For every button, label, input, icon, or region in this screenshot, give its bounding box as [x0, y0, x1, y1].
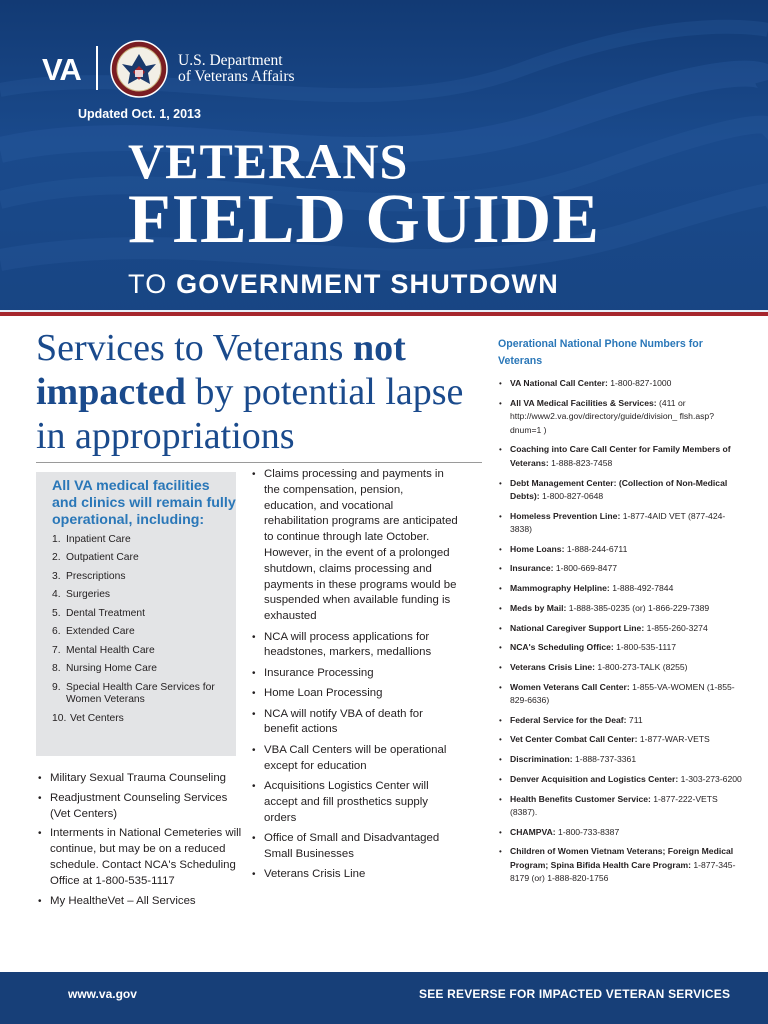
facility-item — [52, 663, 236, 675]
phone-entry-number: 1-303-273-6200 — [678, 773, 742, 784]
facility-item-number: 1. — [52, 534, 61, 545]
phone-entry-number: 1-800-535-1117 — [613, 642, 677, 653]
middle-services-column — [250, 467, 458, 887]
accent-rule — [0, 312, 768, 316]
phone-entry — [498, 661, 742, 674]
service-bullet: • Readjustment Counseling Services (Vet Centers) — [36, 791, 246, 823]
service-bullet: • Home Loan Processing — [250, 686, 458, 702]
phone-numbers-title: Operational National Phone Numbers for Veterans — [498, 338, 703, 367]
phone-entry-number: 1-888-492-7844 — [609, 583, 674, 594]
phone-entry-name: Mammography Helpline: — [510, 583, 610, 594]
phone-entry — [498, 733, 742, 746]
phone-entry-name: Federal Service for the Deaf: — [510, 714, 627, 725]
phone-entry-number: 1-888-737-3361 — [572, 754, 637, 765]
phone-entry-name: Homeless Prevention Line: — [510, 510, 621, 521]
facility-item — [52, 552, 236, 564]
headline: Services to Veterans not impacted by potential lapse in appropriations — [36, 327, 464, 457]
service-bullet: • Veterans Crisis Line — [250, 867, 458, 883]
facility-item — [52, 682, 236, 707]
footer-band — [0, 972, 768, 1024]
phone-entry — [498, 681, 742, 708]
va-logo-text: VA — [42, 52, 81, 87]
phone-entry — [498, 753, 742, 766]
facility-item-number: 4. — [52, 589, 61, 601]
phone-entry-number: 1-855-260-3274 — [644, 622, 708, 633]
phone-entry — [498, 641, 742, 654]
phone-entry-name: Children of Women Vietnam Veterans; Foreign Medical Program; Spina Bifida Health Care Program: — [510, 846, 734, 870]
facility-item — [52, 571, 236, 583]
facility-item — [52, 534, 236, 546]
phone-entry-number: 1-855-VA-WOMEN (1-855-829-6636) — [510, 681, 735, 706]
headline-divider — [36, 462, 482, 463]
phone-entry-name: Debt Management Center: (Collection of Non-Medical Debts): — [510, 477, 728, 501]
phone-entry — [498, 543, 742, 556]
facility-item-number: 7. — [52, 644, 61, 656]
facility-item-label: Special Health Care Services for Women Veterans — [66, 681, 215, 706]
footer-reverse-note: SEE REVERSE FOR IMPACTED VETERAN SERVICES — [419, 987, 731, 1001]
service-bullet: • Acquisitions Logistics Center will accept and fill prosthetics supply orders — [250, 779, 458, 826]
facility-item — [52, 589, 236, 601]
phone-entry-name: VA National Call Center: — [510, 378, 608, 389]
logo-divider — [96, 46, 98, 90]
phone-entry — [498, 793, 742, 820]
facilities-box-title: All VA medical facilities and clinics will remain fully operational, including: — [52, 478, 236, 528]
facility-item-label: Mental Health Care — [66, 644, 155, 656]
phone-entry-name: Meds by Mail: — [510, 602, 567, 613]
phone-entry-number: 1-877-222-VETS (8387). — [510, 793, 718, 817]
phone-entry-number: 1-877-WAR-VETS — [637, 734, 710, 745]
phone-numbers-column — [498, 336, 742, 892]
title-subtitle: TO GOVERNMENT SHUTDOWN — [128, 269, 559, 299]
facility-item-label: Vet Centers — [70, 712, 124, 724]
left-services-column — [36, 771, 246, 913]
facility-item-label: Nursing Home Care — [66, 663, 157, 675]
facility-item-number: 10. — [52, 712, 67, 724]
phone-entry — [498, 510, 742, 537]
title-field-guide: FIELD GUIDE — [128, 181, 600, 258]
phone-entry — [498, 397, 742, 437]
facility-item — [52, 608, 236, 620]
phone-entry — [498, 562, 742, 575]
facility-item — [52, 645, 236, 657]
service-bullet: • Military Sexual Trauma Counseling — [36, 771, 246, 787]
left-services-list — [36, 771, 246, 909]
phone-entry-number: 711 — [626, 714, 643, 725]
phone-entry-number: (411 or http://www2.va.gov/directory/guide/division_ flsh.asp?dnum=1 ) — [510, 397, 714, 435]
phone-entry-name: Coaching into Care Call Center for Family Members of Veterans: — [510, 444, 731, 468]
phone-entry — [498, 714, 742, 727]
phone-entry-name: Denver Acquisition and Logistics Center: — [510, 773, 679, 784]
phone-entry-number: 1-800-827-1000 — [607, 378, 672, 389]
updated-date: Updated Oct. 1, 2013 — [78, 107, 201, 121]
service-bullet: • My HealtheVet – All Services — [36, 894, 246, 910]
phone-entry — [498, 826, 742, 839]
phone-entry-name: Health Benefits Customer Service: — [510, 793, 651, 804]
phone-entry-name: Women Veterans Call Center: — [510, 681, 630, 692]
facility-item-number: 5. — [52, 607, 61, 619]
phone-entry-number: 1-800-273-TALK (8255) — [595, 661, 688, 672]
phone-entry-name: All VA Medical Facilities & Services: — [510, 397, 657, 408]
phone-entry — [498, 443, 742, 470]
service-bullet: • Insurance Processing — [250, 666, 458, 682]
facility-item-number: 9. — [52, 681, 61, 693]
service-bullet: • Interments in National Cemeteries will continue, but may be on a reduced schedule. Contact NCA's Scheduling Office at 1-800-535-1117 — [36, 826, 246, 889]
phone-entry-name: National Caregiver Support Line: — [510, 622, 645, 633]
phone-entry-number: 1-800-827-0648 — [539, 490, 604, 501]
facilities-box — [36, 472, 236, 756]
phone-entry — [498, 477, 742, 504]
phone-entry-number: 1-800-733-8387 — [555, 826, 620, 837]
facility-item-number: 2. — [52, 552, 61, 564]
facility-item-label: Outpatient Care — [66, 552, 139, 564]
phone-entry-name: Vet Center Combat Call Center: — [510, 734, 638, 745]
service-bullet: • NCA will process applications for headstones, markers, medallions — [250, 630, 458, 662]
facility-item-label: Surgeries — [66, 589, 111, 601]
phone-entry-name: Home Loans: — [510, 543, 565, 554]
phone-numbers-list — [498, 377, 742, 885]
facilities-list — [52, 534, 236, 725]
va-seal-icon — [110, 40, 168, 98]
phone-entry — [498, 622, 742, 635]
phone-entry-name: CHAMPVA: — [510, 826, 556, 837]
facility-item-number: 3. — [52, 570, 61, 582]
phone-entry — [498, 582, 742, 595]
service-bullet: • Claims processing and payments in the compensation, pension, education, and vocational rehabilitation programs are anticipated to continue through late October. However, in the event of a prolonged shutdown, claims processing and payments in these programs would be suspended when available funding is exhausted — [250, 467, 458, 625]
phone-entry-number: 1-877-345-8179 (or) 1-888-820-1756 — [510, 859, 736, 884]
phone-entry-number: 1-800-669-8477 — [553, 563, 618, 574]
header-band — [0, 0, 768, 316]
phone-entry — [498, 377, 742, 390]
phone-entry — [498, 845, 742, 885]
phone-entry-number: 1-877-4AID VET (877-424-3838) — [510, 510, 726, 535]
phone-entry-name: Insurance: — [510, 563, 554, 574]
title-veterans: VETERANS — [128, 133, 409, 189]
phone-entry-name: NCA's Scheduling Office: — [510, 642, 614, 653]
facility-item-label: Dental Treatment — [66, 607, 145, 619]
facility-item-label: Prescriptions — [66, 570, 126, 582]
middle-services-list — [250, 467, 458, 883]
phone-entry-number: 1-888-244-6711 — [564, 543, 628, 554]
service-bullet: • Office of Small and Disadvantaged Small Businesses — [250, 831, 458, 863]
facility-item-label: Inpatient Care — [66, 534, 131, 545]
department-name: U.S. Department of Veterans Affairs — [178, 52, 295, 85]
facility-item — [52, 713, 236, 725]
phone-entry-name: Discrimination: — [510, 754, 573, 765]
facility-item — [52, 626, 236, 638]
phone-entry-number: 1-888-385-0235 (or) 1-866-229-7389 — [566, 602, 710, 613]
facility-item-label: Extended Care — [66, 626, 135, 638]
footer-website-link[interactable]: www.va.gov — [68, 987, 137, 1001]
service-bullet: • VBA Call Centers will be operational except for education — [250, 743, 458, 775]
phone-entry — [498, 602, 742, 615]
phone-entry — [498, 773, 742, 786]
facility-item-number: 8. — [52, 663, 61, 675]
service-bullet: • NCA will notify VBA of death for benefit actions — [250, 707, 458, 739]
phone-entry-name: Veterans Crisis Line: — [510, 661, 596, 672]
facility-item-number: 6. — [52, 626, 61, 638]
phone-entry-number: 1-888-823-7458 — [548, 457, 613, 468]
